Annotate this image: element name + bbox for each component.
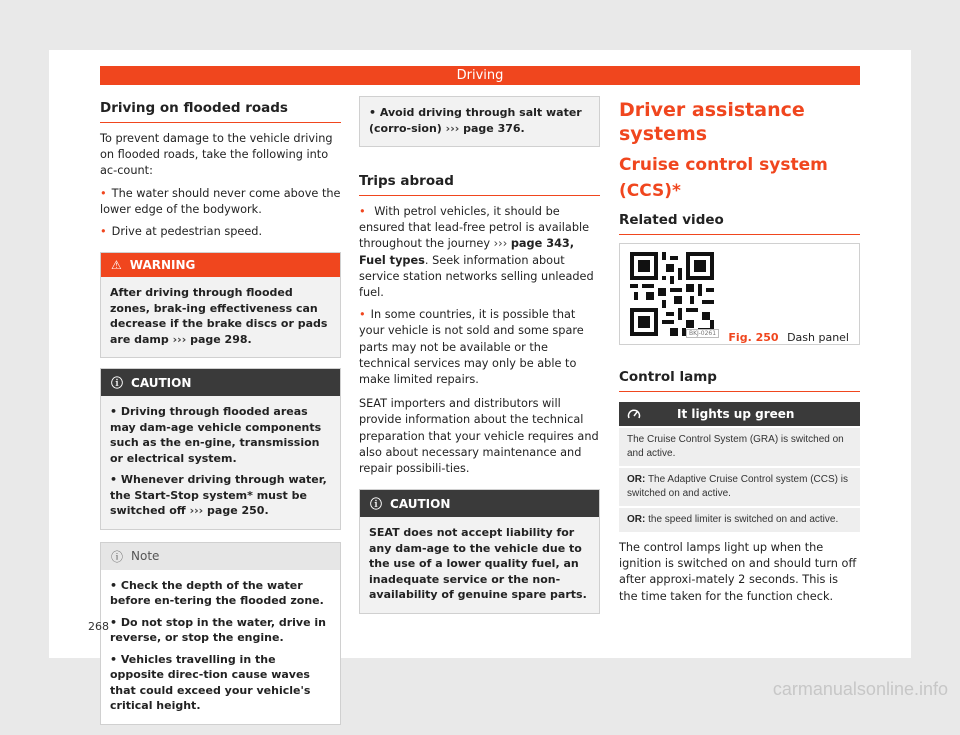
warning-text-body: After driving through flooded zones, brak-ing effectiveness can decrease if the brake discs or pads are damp (110, 286, 328, 346)
bullet-text: With petrol vehicles, it should be ensured that lead-free petrol is available throughout the journey (359, 205, 590, 251)
section-title-trips-abroad: Trips abroad (359, 169, 600, 196)
qr-code-icon[interactable] (630, 252, 714, 336)
salt-water-box (359, 96, 600, 147)
lamp-table-row (619, 506, 860, 532)
row-text: The Adaptive Cruise Control system (CCS) is switched on and active. (627, 474, 849, 499)
note-box (100, 542, 341, 725)
info-circle-icon: ⓘ (111, 376, 124, 391)
figure-caption (728, 331, 849, 344)
note-item: • Vehicles travelling in the opposite direc-tion cause waves that could exceed your vehicle's critical height. (110, 652, 311, 713)
section-title-related-video: Related video (619, 208, 860, 235)
link-arrows: ››› (445, 121, 460, 135)
bullet-item: • In some countries, it is possible that your vehicle is not sold and some spare parts may not be available or the technical services may only be able to make limited repairs. (359, 307, 600, 388)
note-item: • Check the depth of the water before en-tering the flooded zone. (110, 578, 324, 608)
salt-water-text-body: Avoid driving through salt water (corro-sion) (369, 106, 582, 135)
page-link[interactable]: page 376. (463, 121, 525, 135)
page-number: 268 (88, 620, 109, 633)
column-3 (619, 96, 860, 611)
warning-triangle-icon: ⚠ (111, 258, 122, 273)
link-arrows: ››› (493, 237, 508, 251)
caution-item: • Whenever driving through water, the Start-Stop system* must be switched off ››› page 250. (110, 473, 327, 518)
info-square-icon: ⓘ (111, 549, 124, 564)
column-2 (359, 96, 600, 624)
watermark: carmanualsonline.info (772, 679, 948, 699)
row-prefix: OR: (627, 514, 646, 525)
caution-box (359, 489, 600, 614)
lamp-table-row (619, 426, 860, 466)
section-title-control-lamp: Control lamp (619, 365, 860, 392)
row-text: The Cruise Control System (GRA) is switched on and active. (627, 434, 844, 459)
caution-label: CAUTION (131, 375, 192, 390)
bullet-item: • The water should never come above the lower edge of the bodywork. (100, 186, 341, 218)
section-heading-ccs: Cruise control system (CCS)* (619, 155, 828, 201)
figure-box (619, 243, 860, 345)
lamp-table-row (619, 466, 860, 506)
section-title-flooded-roads: Driving on flooded roads (100, 96, 341, 123)
intro-paragraph: To prevent damage to the vehicle driving on flooded roads, take the following into ac-count: (100, 132, 333, 178)
warning-box (100, 252, 341, 358)
caution-item-text: Whenever driving through water, the Start-Stop system* must be switched off (110, 473, 327, 518)
chapter-title: Driver assistance systems (619, 99, 805, 145)
info-circle-icon: ⓘ (370, 497, 383, 512)
bullet-text: . Seek information about service station networks selling unleaded fuel. (359, 253, 594, 300)
caution-item-text: Driving through flooded areas may dam-age vehicle components such as the en-gine, transmission or electrical system. (110, 405, 322, 465)
page-link[interactable]: page 298. (190, 332, 252, 346)
warning-label: WARNING (129, 258, 196, 273)
note-item-text: Vehicles travelling in the opposite direc-tion cause waves that could exceed your vehicle's critical height. (110, 652, 311, 713)
note-header (101, 543, 340, 570)
control-lamp-paragraph: The control lamps light up when the ignition is switched on and should turn off after approxi-mately 2 seconds. This is the time taken for the function check. (619, 541, 857, 603)
page-link[interactable]: page 250. (207, 504, 269, 518)
note-body (101, 570, 340, 724)
figure-caption-text: Dash panel (787, 331, 849, 344)
link-arrows: ››› (189, 504, 204, 518)
cruise-control-icon (627, 408, 641, 420)
caution-item: • Driving through flooded areas may dam-age vehicle components such as the en-gine, transmission or electrical system. (110, 405, 322, 465)
caution-text: SEAT does not accept liability for any dam-age to the vehicle due to the use of a lower quality fuel, an inadequate service or the non-availability of genuine spare parts. (369, 526, 587, 602)
warning-body (101, 277, 340, 357)
caution-body (360, 517, 599, 613)
lamp-header-label: It lights up green (677, 407, 795, 421)
page-link[interactable]: page 343, Fuel types (359, 237, 575, 267)
control-lamp-table (619, 402, 860, 532)
caution-box (100, 368, 341, 530)
caution-body (101, 396, 340, 529)
row-prefix: OR: (627, 474, 646, 485)
caution-header (360, 490, 599, 517)
caution-header (101, 369, 340, 396)
bullet-item: • Drive at pedestrian speed. (100, 224, 341, 240)
note-item: • Do not stop in the water, drive in reverse, or stop the engine. (110, 615, 326, 645)
caution-label: CAUTION (390, 496, 451, 511)
salt-water-body (360, 97, 599, 146)
importers-paragraph: SEAT importers and distributors will provide information about the technical preparation that your vehicle requires and also about necessary maintenance and repair possibili-ties. (359, 397, 599, 476)
note-label: Note (131, 549, 160, 564)
column-1 (100, 96, 341, 735)
warning-text (110, 285, 331, 347)
figure-code: BKJ-0261 (686, 329, 719, 338)
chapter-header: Driving (100, 66, 860, 85)
note-item-text: Check the depth of the water before en-tering the flooded zone. (110, 578, 324, 608)
link-arrows: ››› (172, 332, 187, 346)
figure-number: Fig. 250 (728, 331, 779, 344)
warning-header (101, 253, 340, 277)
lamp-table-header (619, 402, 860, 426)
row-text: the speed limiter is switched on and active. (645, 514, 839, 525)
salt-water-text: • Avoid driving through salt water (corro-sion) ››› page 376. (369, 106, 582, 135)
note-item-text: Do not stop in the water, drive in reverse, or stop the engine. (110, 615, 326, 645)
bullet-item (359, 204, 600, 301)
